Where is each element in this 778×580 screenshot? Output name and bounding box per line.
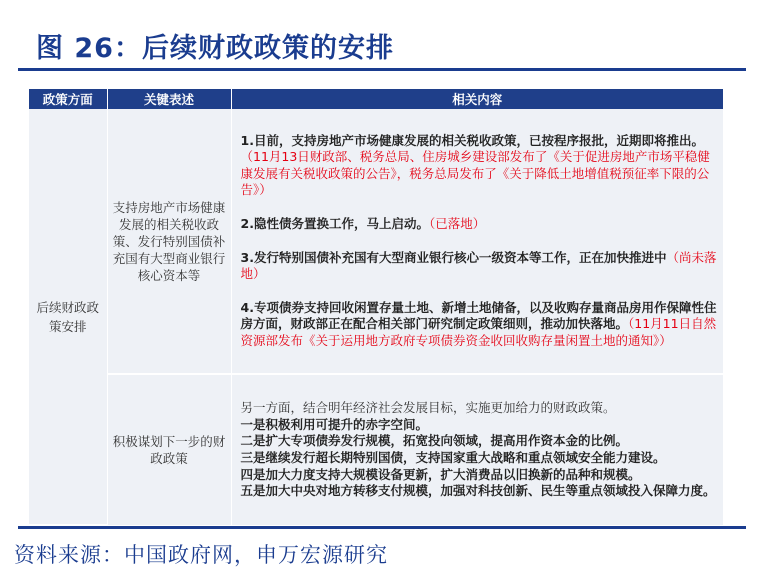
header-related-content: 相关内容	[231, 89, 723, 109]
policy-point: 五是加大中央对地方转移支付规模，加强对科技创新、民生等重点领域投入保障力度。	[240, 483, 716, 499]
category-cell	[29, 109, 107, 525]
table-row	[29, 109, 723, 374]
key-statement-cell: 积极谋划下一步的财政政策	[107, 374, 231, 525]
item-note-text: （11月13日财政部、税务总局、住房城乡建设部发布了《关于促进房地产市场平稳健康发展有关税收政策的公告》，税务总局发布了《关于降低土地增值税预征率下限的公告》）	[240, 149, 710, 198]
content-cell	[231, 374, 723, 525]
content-item	[241, 250, 720, 283]
item-bold-text: 2.隐性债务置换工作，马上启动。	[240, 215, 429, 231]
content-cell	[231, 109, 723, 374]
item-note-text: （尚未落地）	[240, 249, 717, 282]
category-label: 后续财政政策安排	[36, 299, 99, 334]
item-note-text: （已落地）	[428, 215, 486, 231]
policy-point: 三是继续发行超长期特别国债，支持国家重大战略和重点领域安全能力建设。	[240, 450, 666, 465]
source-divider	[18, 526, 746, 529]
table-row	[29, 374, 723, 525]
item-bold-text: 3.发行特别国债补充国有大型商业银行核心一级资本等工作，正在加快推进中	[240, 249, 667, 265]
policy-point: 一是积极利用可提升的赤字空间。	[240, 416, 429, 432]
policy-point: 四是加大力度支持大规模设备更新，扩大消费品以旧换新的品种和规模。	[240, 466, 641, 482]
item-bold-text: 4.专项债券支持回收闲置存量土地、新增土地储备，以及收购存量商品房用作保障性住房方面，财政部正在配合相关部门研究制定政策细则，推动加快落地。	[240, 299, 717, 332]
policy-table	[29, 89, 723, 526]
content-item	[241, 300, 720, 350]
content-item	[241, 216, 720, 233]
table-header-row	[29, 89, 723, 109]
content-item	[241, 133, 720, 199]
header-policy-aspect: 政策方面	[29, 89, 107, 109]
title-divider	[18, 68, 746, 71]
figure-title: 图 26：后续财政政策的安排	[36, 33, 394, 64]
item-bold-text: 1.目前，支持房地产市场健康发展的相关税收政策，已按程序报批，近期即将推出。	[240, 132, 704, 148]
key-statement-cell: 支持房地产市场健康发展的相关税收政策、发行特别国债补充国有大型商业银行核心资本等	[107, 109, 231, 374]
source-note: 资料来源：中国政府网，申万宏源研究	[14, 543, 388, 567]
policy-point: 二是扩大专项债券发行规模，拓宽投向领域，提高用作资本金的比例。	[240, 433, 629, 449]
item-note-text: （11月11日自然资源部发布《关于运用地方政府专项债券资金收回收购存量闲置土地的通知》）	[240, 316, 717, 348]
header-key-statement: 关键表述	[107, 89, 231, 109]
content-intro: 另一方面，结合明年经济社会发展目标，实施更加给力的财政政策。	[240, 400, 616, 416]
